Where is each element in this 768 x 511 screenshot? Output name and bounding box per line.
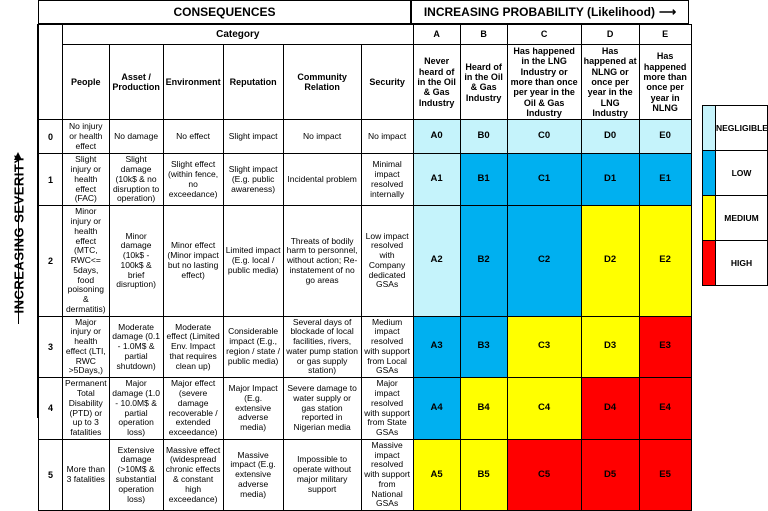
- column-header: Asset / Production: [109, 45, 163, 120]
- legend-row: [703, 106, 768, 151]
- consequence-cell: Permanent Total Disability (PTD) or up to 3 fatalities: [63, 378, 110, 440]
- risk-cell: A0: [413, 120, 460, 154]
- probability-title: INCREASING PROBABILITY (Likelihood): [423, 5, 655, 19]
- consequences-header: [38, 0, 411, 24]
- risk-cell: A3: [413, 316, 460, 378]
- legend-label: LOW: [716, 151, 768, 196]
- severity-row: [39, 316, 692, 378]
- severity-axis: [0, 24, 38, 418]
- legend-label: HIGH: [716, 241, 768, 286]
- consequence-cell: Major damage (1.0 - 10.0M$ & partial operation loss): [109, 378, 163, 440]
- consequence-cell: Slight injury or health effect (FAC): [63, 154, 110, 206]
- risk-cell: C3: [507, 316, 581, 378]
- consequence-cell: No injury or health effect: [63, 120, 110, 154]
- risk-cell: C0: [507, 120, 581, 154]
- risk-cell: B1: [460, 154, 507, 206]
- likelihood-description: Has happened in the LNG Industry or more than once per year in the Oil & Gas Industry: [507, 45, 581, 120]
- risk-cell: E3: [639, 316, 691, 378]
- risk-cell: B4: [460, 378, 507, 440]
- consequence-cell: Massive effect (widespread chronic effects & constant high exceedance): [163, 439, 223, 510]
- consequence-cell: Slight effect (within fence, no exceedance): [163, 154, 223, 206]
- column-header-row: [39, 45, 692, 120]
- risk-cell: B2: [460, 206, 507, 316]
- risk-cell: D4: [581, 378, 639, 440]
- consequence-cell: Massive impact resolved with support from National GSAs: [361, 439, 413, 510]
- legend-row: [703, 151, 768, 196]
- consequence-cell: Minor damage (10k$ - 100k$ & brief disruption): [109, 206, 163, 316]
- likelihood-letter: C: [507, 25, 581, 45]
- severity-number-header: [39, 25, 63, 120]
- likelihood-letter: A: [413, 25, 460, 45]
- risk-cell: D2: [581, 206, 639, 316]
- consequence-cell: No impact: [361, 120, 413, 154]
- category-header-row: [39, 25, 692, 45]
- consequence-cell: Minor effect (Minor impact but no lasting effect): [163, 206, 223, 316]
- risk-cell: B5: [460, 439, 507, 510]
- risk-cell: D3: [581, 316, 639, 378]
- consequence-cell: Slight damage (10k$ & no disruption to operation): [109, 154, 163, 206]
- consequence-cell: No effect: [163, 120, 223, 154]
- severity-row: [39, 206, 692, 316]
- likelihood-description: Never heard of in the Oil & Gas Industry: [413, 45, 460, 120]
- likelihood-description: Has happened more than once per year in NLNG: [639, 45, 691, 120]
- consequence-cell: Slight impact (E.g. public awareness): [223, 154, 283, 206]
- legend-swatch: [703, 151, 716, 196]
- severity-number: 2: [39, 206, 63, 316]
- risk-cell: B0: [460, 120, 507, 154]
- consequence-cell: Minor injury or health effect (MTC, RWC<= 5days, food poisoning & dermatitis): [63, 206, 110, 316]
- likelihood-description: Has happened at NLNG or once per year in the LNG Industry: [581, 45, 639, 120]
- severity-number: 5: [39, 439, 63, 510]
- consequence-cell: Limited impact (E.g. local / public media): [223, 206, 283, 316]
- severity-row: [39, 439, 692, 510]
- severity-number: 1: [39, 154, 63, 206]
- legend-swatch: [703, 241, 716, 286]
- likelihood-letter: B: [460, 25, 507, 45]
- severity-row: [39, 154, 692, 206]
- column-header: Environment: [163, 45, 223, 120]
- risk-cell: E1: [639, 154, 691, 206]
- legend-label: MEDIUM: [716, 196, 768, 241]
- category-title: Category: [63, 25, 414, 45]
- column-header: Security: [361, 45, 413, 120]
- risk-matrix-table: [38, 24, 692, 511]
- risk-cell: D5: [581, 439, 639, 510]
- likelihood-description: Heard of in the Oil & Gas Industry: [460, 45, 507, 120]
- legend-swatch: [703, 196, 716, 241]
- consequence-cell: Major injury or health effect (LTI, RWC >5Days,): [63, 316, 110, 378]
- risk-cell: C2: [507, 206, 581, 316]
- consequence-cell: Massive impact (E.g. extensive adverse media): [223, 439, 283, 510]
- consequence-cell: Threats of bodily harm to personnel, without action; Re-instatement of no go areas: [283, 206, 361, 316]
- risk-cell: A2: [413, 206, 460, 316]
- severity-number: 4: [39, 378, 63, 440]
- severity-number: 0: [39, 120, 63, 154]
- risk-cell: D0: [581, 120, 639, 154]
- risk-cell: D1: [581, 154, 639, 206]
- column-header: Community Relation: [283, 45, 361, 120]
- consequence-cell: Impossible to operate without major military support: [283, 439, 361, 510]
- probability-header: [411, 0, 689, 24]
- arrow-right-icon: ⟶: [658, 5, 677, 19]
- consequence-cell: Moderate damage (0.1 - 1.0M$ & partial shutdown): [109, 316, 163, 378]
- risk-legend: [702, 105, 768, 286]
- risk-cell: A5: [413, 439, 460, 510]
- risk-cell: E5: [639, 439, 691, 510]
- risk-cell: E2: [639, 206, 691, 316]
- consequence-cell: Incidental problem: [283, 154, 361, 206]
- legend-row: [703, 241, 768, 286]
- consequence-cell: Considerable impact (E.g., region / state / public media): [223, 316, 283, 378]
- severity-row: [39, 120, 692, 154]
- severity-number: 3: [39, 316, 63, 378]
- legend-swatch: [703, 106, 716, 151]
- consequence-cell: Medium impact resolved with support from Local GSAs: [361, 316, 413, 378]
- risk-cell: C4: [507, 378, 581, 440]
- consequences-title: CONSEQUENCES: [173, 5, 276, 19]
- risk-cell: E4: [639, 378, 691, 440]
- likelihood-letter: D: [581, 25, 639, 45]
- risk-cell: C1: [507, 154, 581, 206]
- consequence-cell: No damage: [109, 120, 163, 154]
- legend-label: NEGLIGIBLE: [716, 106, 768, 151]
- consequence-cell: Slight impact: [223, 120, 283, 154]
- column-header: Reputation: [223, 45, 283, 120]
- severity-label: INCREASING SEVERITY: [11, 154, 27, 314]
- column-header: People: [63, 45, 110, 120]
- legend-row: [703, 196, 768, 241]
- risk-cell: B3: [460, 316, 507, 378]
- consequence-cell: Extensive damage (>10M$ & substantial operation loss): [109, 439, 163, 510]
- risk-cell: C5: [507, 439, 581, 510]
- consequence-cell: Major effect (severe damage recoverable / extended exceedance): [163, 378, 223, 440]
- consequence-cell: Minimal impact resolved internally: [361, 154, 413, 206]
- consequence-cell: More than 3 fatalities: [63, 439, 110, 510]
- consequence-cell: Low impact resolved with Company dedicated GSAs: [361, 206, 413, 316]
- consequence-cell: Several days of blockade of local facilities, rivers, water pump station or gas supply station): [283, 316, 361, 378]
- consequence-cell: No impact: [283, 120, 361, 154]
- risk-cell: A4: [413, 378, 460, 440]
- risk-cell: A1: [413, 154, 460, 206]
- severity-row: [39, 378, 692, 440]
- consequence-cell: Major Impact (E.g. extensive adverse media): [223, 378, 283, 440]
- likelihood-letter: E: [639, 25, 691, 45]
- consequence-cell: Major impact resolved with support from State GSAs: [361, 378, 413, 440]
- risk-cell: E0: [639, 120, 691, 154]
- consequence-cell: Severe damage to water supply or gas station reported in Nigerian media: [283, 378, 361, 440]
- consequence-cell: Moderate effect (Limited Env. Impact that requires clean up): [163, 316, 223, 378]
